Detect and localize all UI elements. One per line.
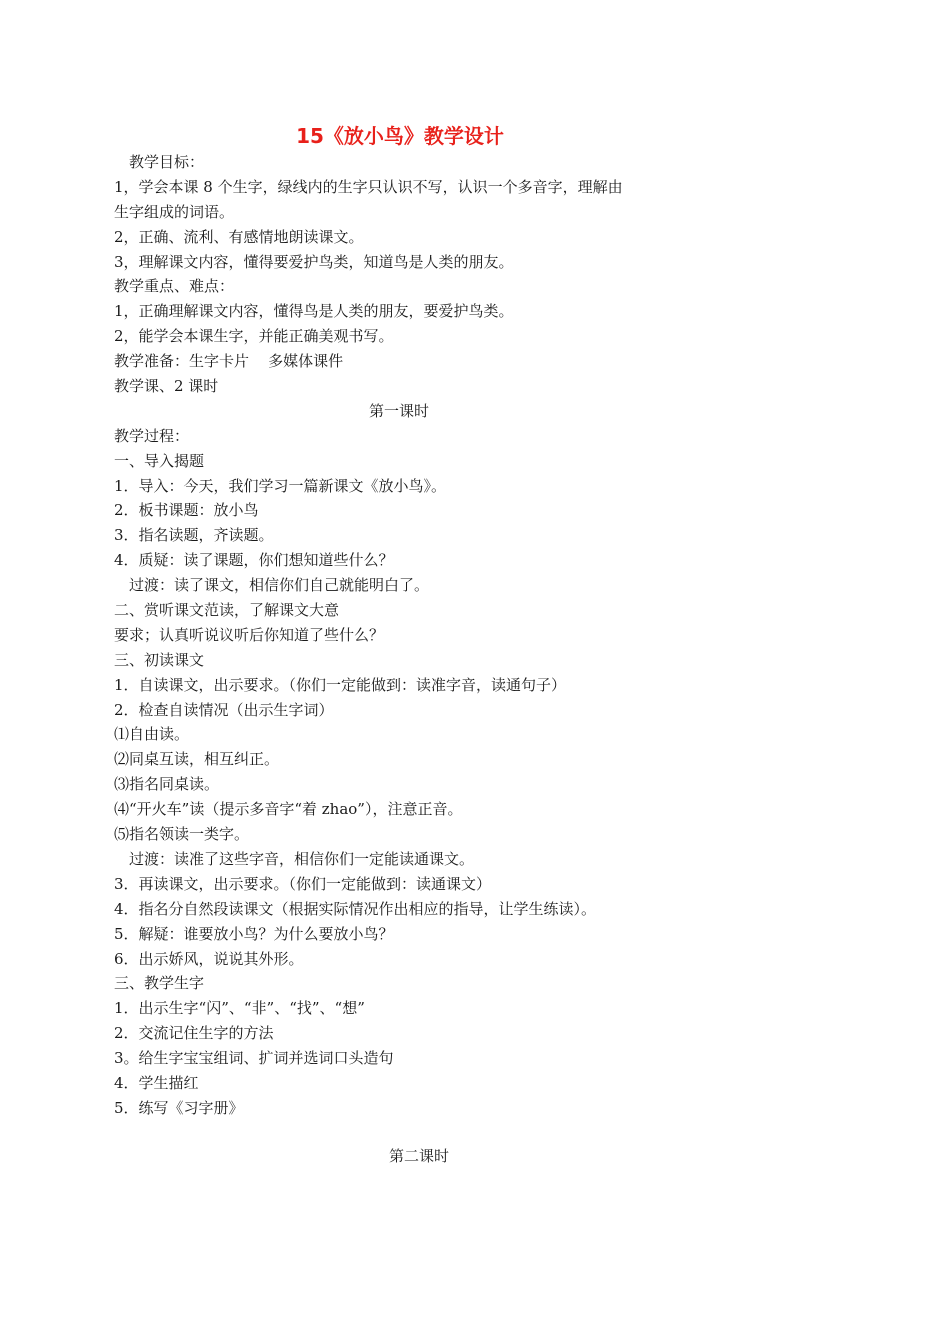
document-body [114, 150, 834, 1121]
section-1-heading: 一、导入揭题 [114, 451, 205, 470]
process-heading: 教学过程： [114, 426, 190, 445]
goal-2: 2，正确、流利、有感情地朗读课文。 [114, 227, 364, 246]
section-4-step-1: 1．出示生字“闪”、“非”、“找”、“想” [114, 999, 365, 1018]
section-3-substep-4: ⑷“开火车”读（提示多音字“着 zhao”），注意正音。 [114, 800, 463, 819]
goals-heading: 教学目标： [129, 153, 205, 171]
teaching-prep: 教学准备：生字卡片 多媒体课件 [114, 352, 344, 371]
section-4-step-3: 3。给生字宝宝组词、扩词并选词口头造句 [114, 1049, 394, 1068]
section-3-transition: 过渡：读准了这些字音，相信你们一定能读通课文。 [129, 849, 475, 868]
section-3-substep-2: ⑵同桌互读，相互纠正。 [114, 750, 280, 769]
focus-heading: 教学重点、难点： [114, 277, 235, 296]
section-3-step-6: 6．出示娇风，说说其外形。 [114, 949, 304, 968]
section-4-heading: 三、教学生字 [114, 974, 205, 993]
section-3-step-1: 1．自读课文，出示要求。（你们一定能做到：读准字音，读通句子） [114, 675, 567, 694]
section-2-heading: 二、赏听课文范读，了解课文大意 [114, 601, 340, 620]
section-3-step-5: 5．解疑：谁要放小鸟？为什么要放小鸟？ [114, 924, 394, 943]
focus-1: 1，正确理解课文内容，懂得鸟是人类的朋友，要爱护鸟类。 [114, 302, 514, 321]
section-1-transition: 过渡：读了课文，相信你们自己就能明白了。 [129, 576, 430, 595]
goal-1b: 生字组成的词语。 [114, 202, 235, 221]
section-3-step-2: 2．检查自读情况（出示生字词） [114, 700, 334, 719]
section-3-substep-1: ⑴自由读。 [114, 725, 190, 744]
section-4-step-4: 4．学生描红 [114, 1073, 199, 1092]
document-title: 15《放小鸟》教学设计 [296, 124, 504, 148]
section-3-substep-3: ⑶指名同桌读。 [114, 775, 220, 794]
section-4-step-5: 5．练写《习字册》 [114, 1098, 244, 1117]
section-3-heading: 三、初读课文 [114, 650, 205, 669]
section-1-step-3: 3．指名读题，齐读题。 [114, 526, 274, 545]
lesson2-heading: 第二课时 [388, 1147, 449, 1165]
section-1-step-1: 1．导入：今天，我们学习一篇新课文《放小鸟》。 [114, 476, 447, 495]
section-2-requirement: 要求；认真听说议听后你知道了些什么？ [114, 625, 385, 644]
section-3-substep-5: ⑸指名领读一类字。 [114, 825, 250, 844]
section-3-step-3: 3．再读课文，出示要求。（你们一定能做到：读通课文） [114, 874, 492, 893]
teaching-periods: 教学课、2 课时 [114, 377, 219, 396]
goal-3: 3，理解课文内容，懂得要爱护鸟类，知道鸟是人类的朋友。 [114, 252, 514, 271]
lesson1-heading: 第一课时 [368, 401, 429, 420]
section-3-step-4: 4．指名分自然段读课文（根据实际情况作出相应的指导，让学生练读）。 [114, 899, 597, 918]
section-1-step-4: 4．质疑：读了课题，你们想知道些什么？ [114, 551, 394, 570]
goal-1a: 1，学会本课 8 个生字，绿线内的生字只认识不写，认识一个多音字，理解由 [114, 177, 623, 196]
section-4-step-2: 2．交流记住生字的方法 [114, 1024, 274, 1043]
focus-2: 2，能学会本课生字，并能正确美观书写。 [114, 327, 394, 346]
section-1-step-2: 2．板书课题：放小鸟 [114, 501, 259, 520]
